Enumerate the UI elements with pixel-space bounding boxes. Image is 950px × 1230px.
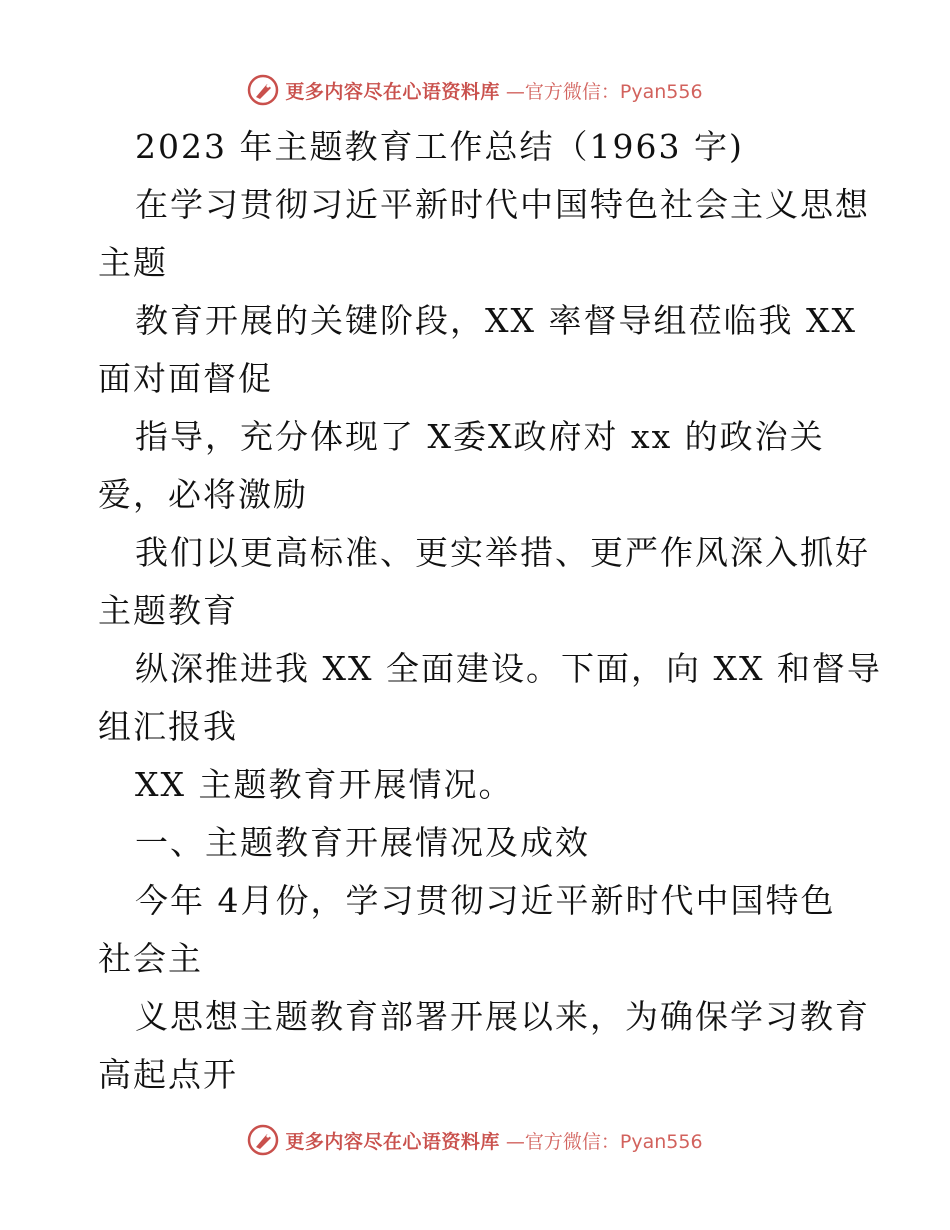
text-line: 组汇报我 bbox=[98, 707, 238, 746]
text-line: 义思想主题教育部署开展以来，为确保学习教育 bbox=[135, 997, 870, 1036]
document-body bbox=[98, 118, 882, 1104]
watermark-contact: —官方微信：Pyan556 bbox=[505, 1130, 703, 1153]
watermark-text: 更多内容尽在心语资料库 bbox=[285, 80, 500, 103]
footer-watermark bbox=[0, 1120, 950, 1160]
text-line: 社会主 bbox=[98, 939, 203, 978]
text-line: 主题 bbox=[98, 243, 168, 282]
section-heading: 一、主题教育开展情况及成效 bbox=[135, 823, 590, 862]
text-line: 面对面督促 bbox=[98, 359, 273, 398]
text-line: 高起点开 bbox=[98, 1055, 238, 1094]
text-line: 指导，充分体现了 X委X政府对 xx 的政治关 bbox=[135, 417, 825, 456]
watermark-group bbox=[247, 74, 702, 106]
watermark-contact: —官方微信：Pyan556 bbox=[505, 80, 703, 103]
watermark-text: 更多内容尽在心语资料库 bbox=[285, 1130, 500, 1153]
pen-nib-icon bbox=[247, 74, 279, 106]
watermark-group bbox=[247, 1124, 702, 1156]
pen-nib-icon bbox=[247, 1124, 279, 1156]
text-line: 教育开展的关键阶段，XX 率督导组莅临我 XX bbox=[135, 301, 857, 340]
text-line: 主题教育 bbox=[98, 591, 238, 630]
text-line: 今年 4月份，学习贯彻习近平新时代中国特色 bbox=[135, 881, 836, 920]
header-watermark bbox=[0, 70, 950, 110]
text-line: 纵深推进我 XX 全面建设。下面，向 XX 和督导 bbox=[135, 649, 882, 688]
text-line: XX 主题教育开展情况。 bbox=[135, 765, 514, 804]
text-line: 爱，必将激励 bbox=[98, 475, 308, 514]
document-title: 2023 年主题教育工作总结（1963 字) bbox=[135, 127, 744, 166]
text-line: 在学习贯彻习近平新时代中国特色社会主义思想 bbox=[135, 185, 870, 224]
text-line: 我们以更高标准、更实举措、更严作风深入抓好 bbox=[135, 533, 870, 572]
